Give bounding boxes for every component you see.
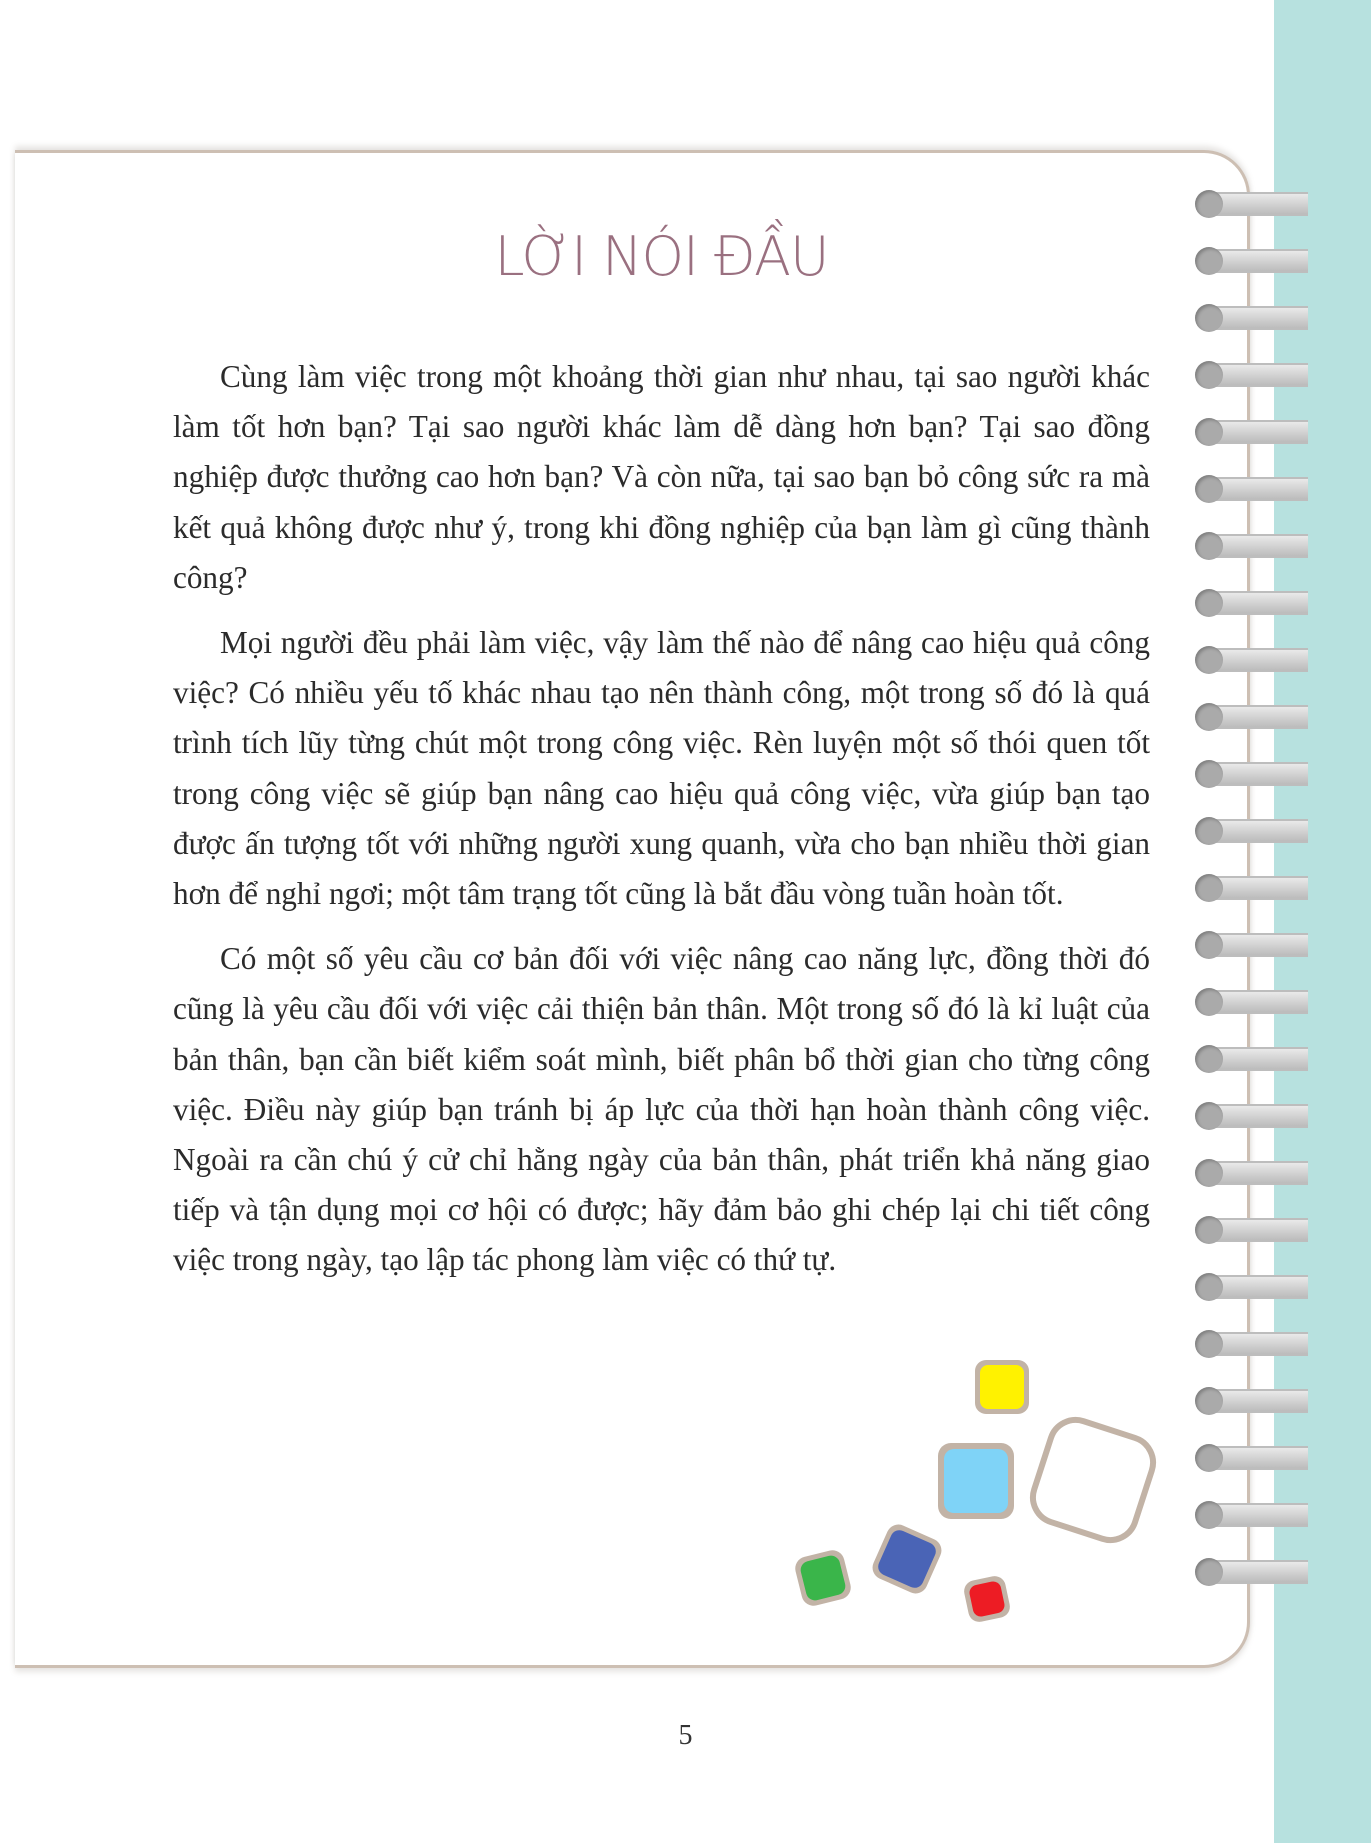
red-square-icon (962, 1574, 1012, 1624)
spiral-ring-icon (1193, 1098, 1308, 1138)
paragraph-1: Cùng làm việc trong một khoảng thời gian như nhau, tại sao người khác làm tốt hơn bạn? Tại sao người khác làm dễ dàng hơn bạn? Tại sao đồng nghiệp được thưởng cao hơn bạn? Và còn nữa, tại sao bạn bỏ công sức ra mà kết quả không được như ý, trong khi đồng nghiệp của bạn làm gì cũng thành công? (173, 359, 1150, 595)
punch-hole (1195, 1045, 1223, 1073)
spiral-ring-icon (1193, 357, 1308, 397)
spiral-ring-icon (1193, 300, 1308, 340)
blue-square-icon (869, 1521, 946, 1598)
spiral-ring-icon (1193, 1326, 1308, 1366)
spiral-ring-icon (1193, 984, 1308, 1024)
punch-hole (1195, 304, 1223, 332)
outline-square-icon (1026, 1413, 1160, 1547)
punch-hole (1195, 1216, 1223, 1244)
spiral-ring-icon (1193, 1440, 1308, 1480)
spiral-ring-icon (1193, 870, 1308, 910)
punch-hole (1195, 589, 1223, 617)
spiral-ring-icon (1193, 1155, 1308, 1195)
spiral-ring-icon (1193, 1269, 1308, 1309)
spiral-ring-icon (1193, 414, 1308, 454)
punch-hole (1195, 1501, 1223, 1529)
page-number: 5 (678, 1720, 693, 1751)
punch-hole (1195, 931, 1223, 959)
spiral-binding (1193, 186, 1308, 1611)
punch-hole (1195, 988, 1223, 1016)
punch-hole (1195, 1330, 1223, 1358)
spiral-ring-icon (1193, 699, 1308, 739)
punch-hole (1195, 1444, 1223, 1472)
green-square-icon (793, 1548, 854, 1609)
page-title: LỜI NÓI ĐẦU (494, 225, 829, 288)
punch-hole (1195, 418, 1223, 446)
paragraph-3: Có một số yêu cầu cơ bản đối với việc nâng cao năng lực, đồng thời đó cũng là yêu cầu đối với việc cải thiện bản thân. Một trong số đó là kỉ luật của bản thân, bạn cần biết kiểm soát mình, biết phân bổ thời gian cho từng công việc. Điều này giúp bạn tránh bị áp lực của thời hạn hoàn thành công việc. Ngoài ra cần chú ý cử chỉ hằng ngày của bản thân, phát triển khả năng giao tiếp và tận dụng mọi cơ hội có được; hãy đảm bảo ghi chép lại chi tiết công việc trong ngày, tạo lập tác phong làm việc có thứ tự. (173, 941, 1150, 1278)
spiral-ring-icon (1193, 1041, 1308, 1081)
spiral-ring-icon (1193, 1497, 1308, 1537)
light-blue-square-icon (938, 1443, 1014, 1519)
spiral-ring-icon (1193, 927, 1308, 967)
punch-hole (1195, 760, 1223, 788)
spiral-ring-icon (1193, 186, 1308, 226)
spiral-ring-icon (1193, 642, 1308, 682)
punch-hole (1195, 532, 1223, 560)
punch-hole (1195, 1558, 1223, 1586)
punch-hole (1195, 1102, 1223, 1130)
spiral-ring-icon (1193, 756, 1308, 796)
spiral-ring-icon (1193, 1383, 1308, 1423)
punch-hole (1195, 1273, 1223, 1301)
punch-hole (1195, 703, 1223, 731)
spiral-ring-icon (1193, 1212, 1308, 1252)
spiral-ring-icon (1193, 528, 1308, 568)
paragraph-2: Mọi người đều phải làm việc, vậy làm thế nào để nâng cao hiệu quả công việc? Có nhiều yếu tố khác nhau tạo nên thành công, một trong số đó là quá trình tích lũy từng chút một trong công việc. Rèn luyện một số thói quen tốt trong công việc sẽ giúp bạn nâng cao hiệu quả công việc, vừa giúp bạn tạo được ấn tượng tốt với những người xung quanh, vừa cho bạn nhiều thời gian hơn để nghỉ ngơi; một tâm trạng tốt cũng là bắt đầu vòng tuần hoàn tốt. (173, 625, 1150, 912)
punch-hole (1195, 361, 1223, 389)
punch-hole (1195, 817, 1223, 845)
punch-hole (1195, 646, 1223, 674)
spiral-ring-icon (1193, 813, 1308, 853)
preface-body (173, 352, 1150, 1301)
spiral-ring-icon (1193, 585, 1308, 625)
punch-hole (1195, 1387, 1223, 1415)
yellow-square-icon (975, 1360, 1029, 1414)
spiral-ring-icon (1193, 1554, 1308, 1594)
punch-hole (1195, 874, 1223, 902)
punch-hole (1195, 475, 1223, 503)
punch-hole (1195, 190, 1223, 218)
spiral-ring-icon (1193, 471, 1308, 511)
decorative-squares (790, 1350, 1170, 1630)
punch-hole (1195, 1159, 1223, 1187)
